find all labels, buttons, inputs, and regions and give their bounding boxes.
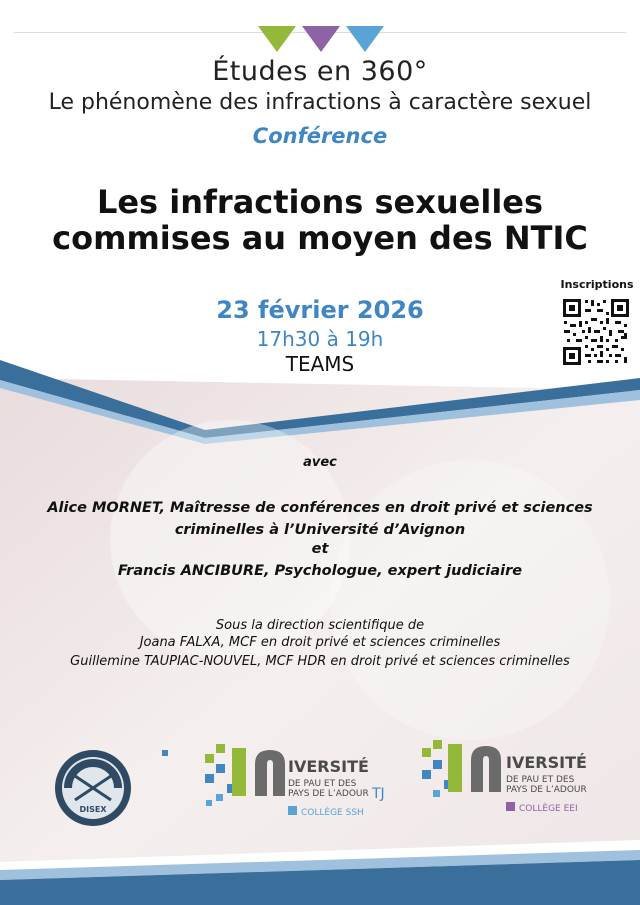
univ2-line2: DE PAU ET DES [506, 775, 575, 785]
disex-logo [55, 750, 168, 826]
purple-triangle-icon [302, 26, 340, 52]
univ1-college: COLLÈGE SSH [301, 808, 364, 818]
univ2-college: COLLÈGE EEI [519, 804, 578, 814]
speakers-intro: avec [303, 455, 337, 470]
title-line-1: Les infractions sexuelles [96, 183, 544, 221]
speaker-1 [0, 497, 640, 541]
series-subtitle: Le phénomène des infractions à caractère sexuel [48, 90, 592, 115]
inscriptions-label: Inscriptions [560, 278, 634, 291]
qr-code-icon[interactable] [561, 297, 631, 367]
direction-person-1: Joana FALXA, MCF en droit privé et sciences criminelles [139, 635, 501, 650]
green-triangle-icon [258, 26, 296, 52]
univ1-line2: DE PAU ET DES [288, 779, 357, 789]
blue-triangle-icon [346, 26, 384, 52]
event-date: 23 février 2026 [216, 296, 424, 324]
title-line-2: commises au moyen des NTIC [52, 219, 588, 257]
direction-intro: Sous la direction scientifique de [215, 618, 425, 633]
univ1-suffix: TJ [372, 786, 385, 802]
univ2-name: IVERSITÉ [506, 753, 587, 772]
speakers-connector: et [311, 541, 329, 557]
series-title: Études en 360° [212, 56, 428, 87]
logos-row [0, 740, 640, 840]
event-time: 17h30 à 19h [256, 327, 384, 351]
speaker-1-line-2: criminelles à l’Université d’Avignon [174, 522, 466, 538]
speaker-1-line-1: Alice MORNET, Maîtresse de conférences en droit privé et sciences [47, 500, 593, 516]
speaker-2: Francis ANCIBURE, Psychologue, expert judiciaire [117, 563, 523, 579]
univ2-line3: PAYS DE L’ADOUR [506, 785, 587, 795]
footer-band [0, 840, 640, 905]
event-place: TEAMS [285, 352, 355, 376]
univ1-name: IVERSITÉ [288, 757, 369, 776]
univ1-line3: PAYS DE L’ADOUR [288, 789, 369, 799]
disex-text: DISEX [79, 805, 107, 814]
univ-pau-logo-1 [205, 744, 385, 818]
direction-person-2: Guillemine TAUPIAC-NOUVEL, MCF HDR en droit privé et sciences criminelles [70, 654, 570, 669]
page-title [0, 184, 640, 256]
event-type: Conférence [252, 124, 388, 148]
univ-pau-logo-2 [422, 740, 587, 814]
